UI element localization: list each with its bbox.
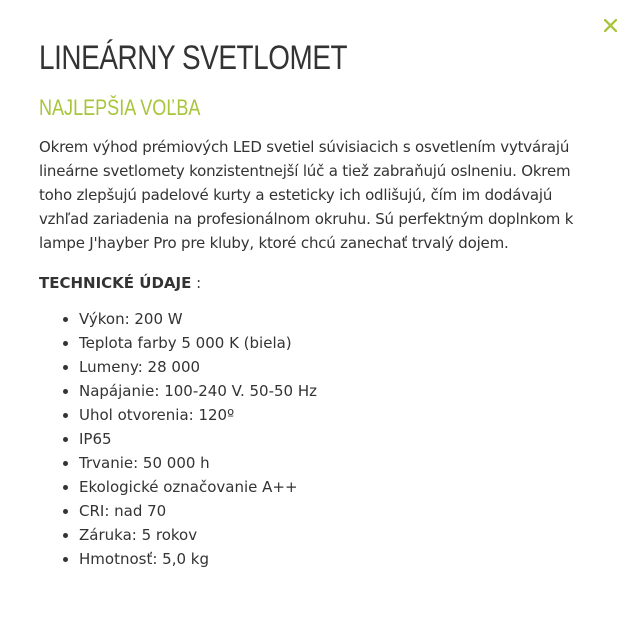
spec-item-color-temperature: • Teplota farby 5 000 K (biela) [79, 331, 594, 355]
specs-heading [39, 271, 594, 295]
spec-item-ip-rating: • IP65 [79, 427, 594, 451]
spec-item-beam-angle: • Uhol otvorenia: 120º [79, 403, 594, 427]
spec-item-lumens: • Lumeny: 28 000 [79, 355, 594, 379]
specs-heading-separator: : [191, 274, 202, 292]
close-button[interactable] [600, 15, 620, 35]
spec-item-lifetime: • Trvanie: 50 000 h [79, 451, 594, 475]
specs-list [39, 307, 594, 571]
modal-subtitle: NAJLEPŠIA VOĽBA [39, 95, 201, 120]
spec-item-power-supply: • Napájanie: 100-240 V. 50-50 Hz [79, 379, 594, 403]
spec-item-power: • Výkon: 200 W [79, 307, 594, 331]
close-icon [604, 19, 617, 32]
spec-item-eco-label: • Ekologické označovanie A++ [79, 475, 594, 499]
modal-title: LINEÁRNY SVETLOMET [39, 39, 348, 77]
specs-heading-label: TECHNICKÉ ÚDAJE [39, 274, 192, 292]
spec-item-weight: • Hmotnosť: 5,0 kg [79, 547, 594, 571]
spec-item-cri: • CRI: nad 70 [79, 499, 594, 523]
spec-item-warranty: • Záruka: 5 rokov [79, 523, 594, 547]
modal-content [39, 36, 594, 571]
product-description: Okrem výhod prémiových LED svetiel súvisiacich s osvetlením vytvárajú lineárne svetlomety konzistentnejší lúč a tiež zabraňujú oslneniu. Okrem toho zlepšujú padelové kurty a esteticky ich odlišujú, čím im dodávajú vzhľad zariadenia na profesionálnom okruhu. Sú perfektným doplnkom k lampe J'hayber Pro pre kluby, ktoré chcú zanechať trvalý dojem. [39, 138, 574, 252]
